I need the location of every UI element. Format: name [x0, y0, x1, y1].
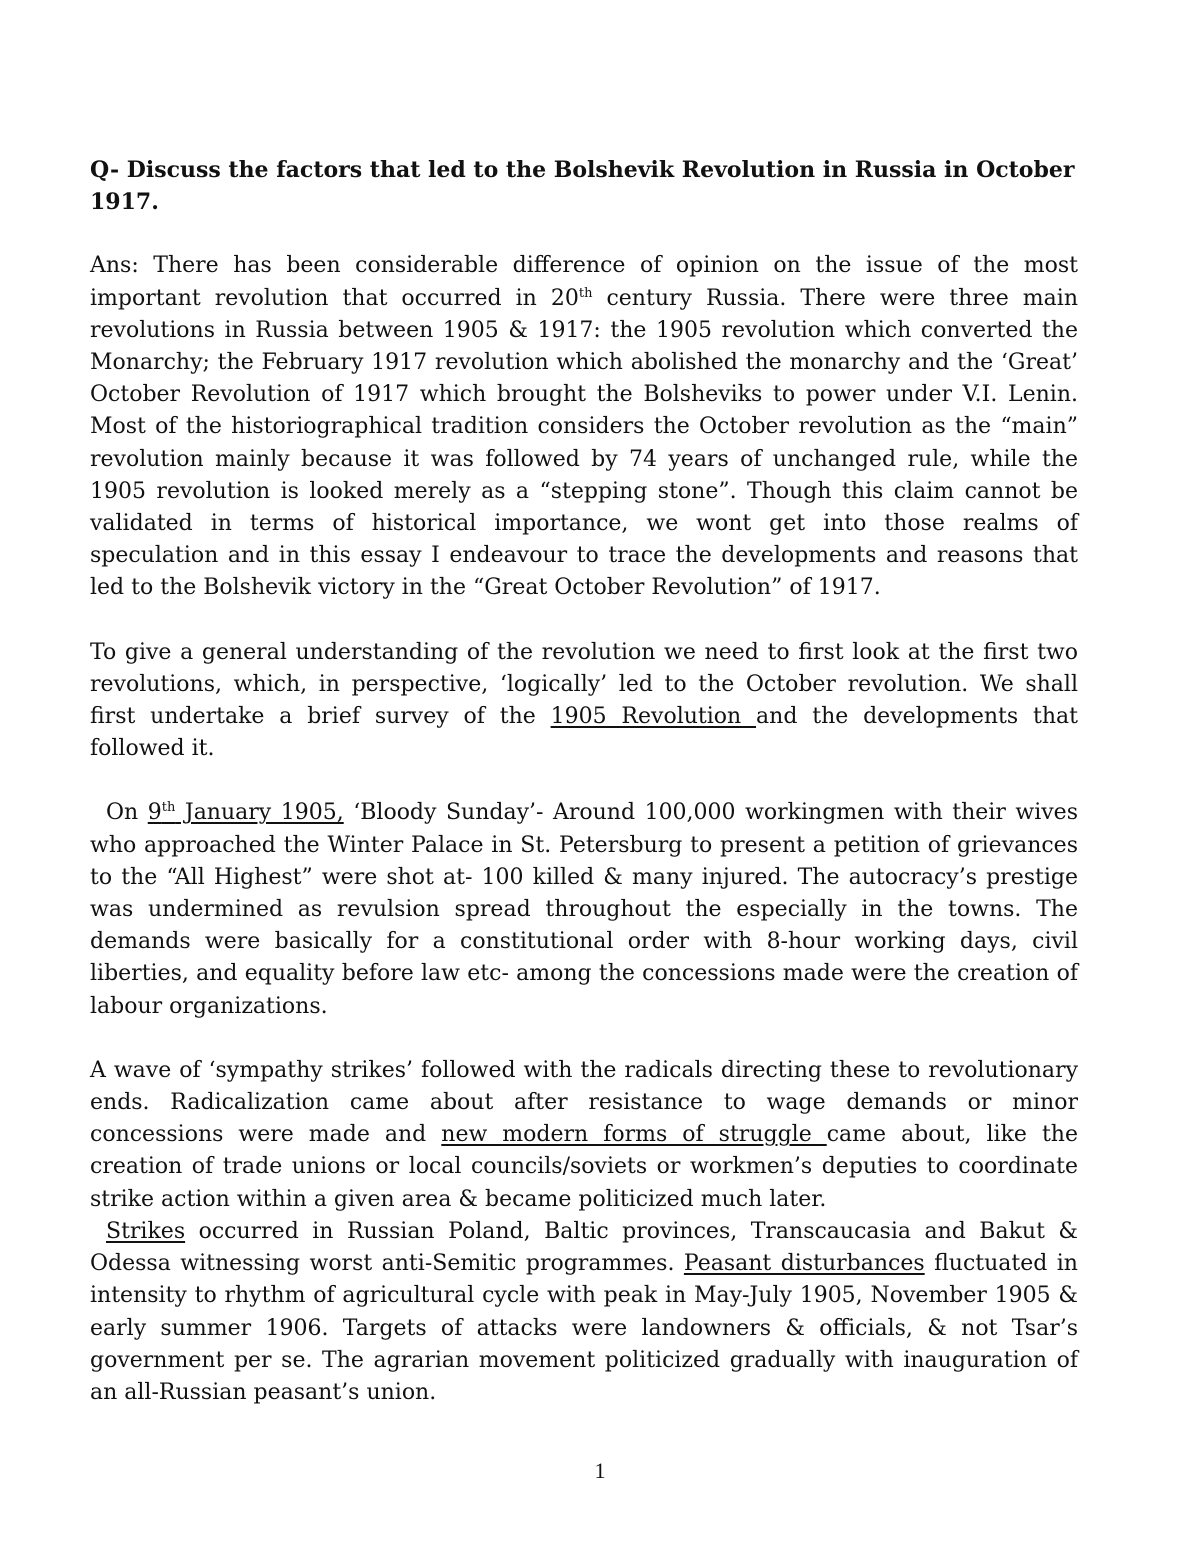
- underlined-peasant-disturbances: Peasant disturbances: [683, 1251, 925, 1277]
- page-number: 1: [594, 1458, 606, 1483]
- underlined-1905-revolution: 1905 Revolution: [550, 704, 757, 730]
- underlined-date: 9th January 1905,: [147, 800, 344, 826]
- paragraph-intro: Ans: There has been considerable difference of opinion on the issue of the most important revolution that occurred in 20th century Russia. There were three main revolutions in Russia between 1905 & 1917: the 1905 revolution which converted the Monarchy; the February 1917 revolution which abolished the monarchy and the ‘Great’ October Revolution of 1917 which brought the Bolsheviks to power under V.I. Lenin. Most of the historiographical tradition considers the October revolution as the “main” revolution mainly because it was followed by 74 years of unchanged rule, while the 1905 revolution is looked merely as a “stepping stone”. Though this claim cannot be validated in terms of historical importance, we wont get into those realms of speculation and in this essay I endeavour to trace the developments and reasons that led to the Bolshevik victory in the “Great October Revolution” of 1917.: [90, 253, 1078, 601]
- document-body: [90, 154, 1078, 1409]
- paragraph-sympathy-strikes: A wave of ‘sympathy strikes’ followed with the radicals directing these to revolutionary ends. Radicalization came about after resistance to wage demands or minor concessions were made and new modern forms of struggle came about, like the creation of trade unions or local councils/soviets or workmen’s deputies to coordinate strike action within a given area & became politicized much later.: [90, 1057, 1078, 1212]
- paragraph-strikes: Strikes occurred in Russian Poland, Baltic provinces, Transcaucasia and Bakut & Odessa witnessing worst anti-Semitic programmes. Peasant disturbances fluctuated in intensity to rhythm of agricultural cycle with peak in May-July 1905, November 1905 & early summer 1906. Targets of attacks were landowners & officials, & not Tsar’s government per se. The agrarian movement politicized gradually with inauguration of an all-Russian peasant’s union.: [90, 1218, 1078, 1405]
- underlined-strikes: Strikes: [106, 1218, 186, 1244]
- paragraph-bloody-sunday: On 9th January 1905, ‘Bloody Sunday’- Around 100,000 workingmen with their wives who approached the Winter Palace in St. Petersburg to present a petition of grievances to the “All Highest” were shot at- 100 killed & many injured. The autocracy’s prestige was undermined as revulsion spread throughout the especially in the towns. The demands were basically for a constitutional order with 8-hour working days, civil liberties, and equality before law etc- among the concessions made were the creation of labour organizations.: [90, 800, 1078, 1019]
- question-heading: Q- Discuss the factors that led to the Bolshevik Revolution in Russia in October 1917.: [90, 157, 1075, 216]
- paragraph-overview: To give a general understanding of the revolution we need to first look at the first two revolutions, which, in perspective, ‘logically’ led to the October revolution. We shall first undertake a brief survey of the 1905 Revolution and the developments that followed it.: [90, 639, 1078, 762]
- underlined-forms-of-struggle: new modern forms of struggle: [441, 1122, 827, 1148]
